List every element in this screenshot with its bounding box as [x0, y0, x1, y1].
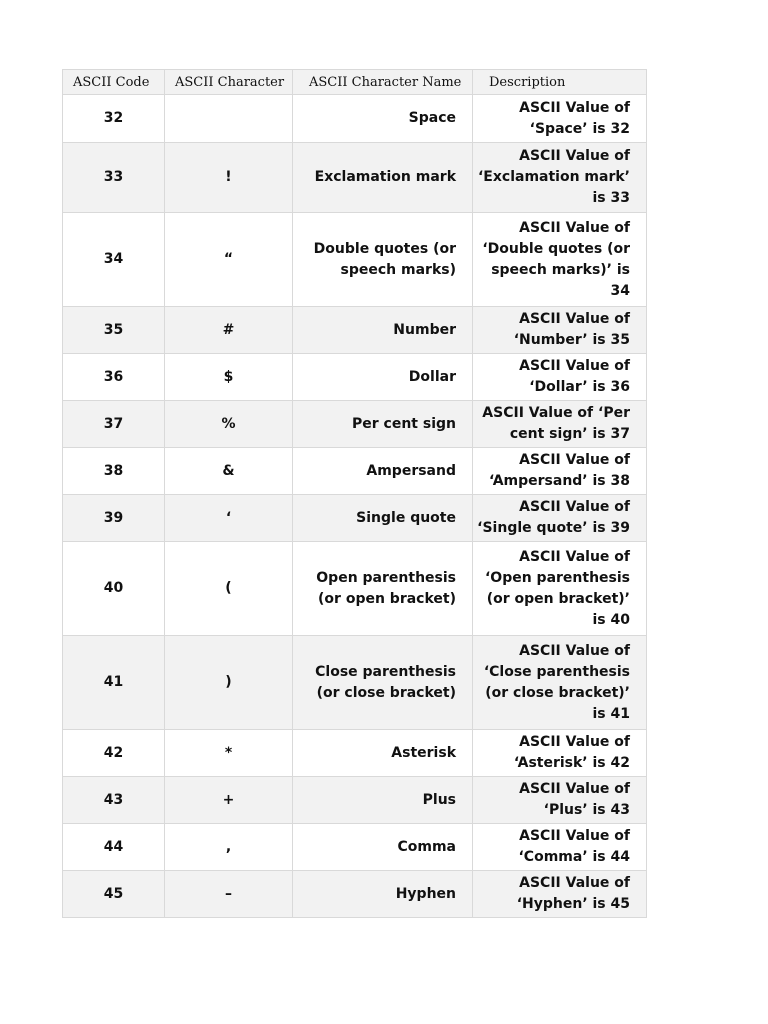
cell-character: ‘	[165, 495, 293, 542]
cell-code: 36	[63, 354, 165, 401]
cell-code: 44	[63, 824, 165, 871]
cell-description: ASCII Value of ‘Comma’ is 44	[473, 824, 647, 871]
cell-code: 42	[63, 730, 165, 777]
cell-description: ASCII Value of ‘Double quotes (or speech marks)’ is 34	[473, 213, 647, 307]
cell-character	[165, 95, 293, 143]
cell-name: Exclamation mark	[293, 143, 473, 213]
cell-code: 40	[63, 542, 165, 636]
table-row	[63, 143, 647, 213]
cell-description: ASCII Value of ‘Per cent sign’ is 37	[473, 401, 647, 448]
table-row	[63, 354, 647, 401]
cell-description: ASCII Value of ‘Dollar’ is 36	[473, 354, 647, 401]
cell-name: Dollar	[293, 354, 473, 401]
cell-name: Space	[293, 95, 473, 143]
cell-name: Double quotes (or speech marks)	[293, 213, 473, 307]
table-row	[63, 777, 647, 824]
cell-description: ASCII Value of ‘Exclamation mark’ is 33	[473, 143, 647, 213]
cell-code: 43	[63, 777, 165, 824]
table-row	[63, 95, 647, 143]
cell-name: Per cent sign	[293, 401, 473, 448]
cell-code: 38	[63, 448, 165, 495]
cell-character: %	[165, 401, 293, 448]
cell-description: ASCII Value of ‘Asterisk’ is 42	[473, 730, 647, 777]
cell-character: +	[165, 777, 293, 824]
cell-name: Close parenthesis (or close bracket)	[293, 636, 473, 730]
cell-name: Hyphen	[293, 871, 473, 918]
table-row	[63, 213, 647, 307]
cell-character: $	[165, 354, 293, 401]
table-row	[63, 730, 647, 777]
table-row	[63, 636, 647, 730]
cell-character: )	[165, 636, 293, 730]
header-description: Description	[473, 70, 647, 95]
table-row	[63, 824, 647, 871]
cell-code: 33	[63, 143, 165, 213]
cell-description: ASCII Value of ‘Open parenthesis (or open bracket)’ is 40	[473, 542, 647, 636]
cell-name: Comma	[293, 824, 473, 871]
cell-code: 34	[63, 213, 165, 307]
ascii-table	[62, 69, 647, 918]
cell-code: 35	[63, 307, 165, 354]
cell-description: ASCII Value of ‘Ampersand’ is 38	[473, 448, 647, 495]
cell-character: *	[165, 730, 293, 777]
cell-character: !	[165, 143, 293, 213]
cell-description: ASCII Value of ‘Hyphen’ is 45	[473, 871, 647, 918]
cell-name: Plus	[293, 777, 473, 824]
cell-description: ASCII Value of ‘Single quote’ is 39	[473, 495, 647, 542]
table-header-row	[63, 70, 647, 95]
header-ascii-code: ASCII Code	[63, 70, 165, 95]
cell-code: 32	[63, 95, 165, 143]
table-row	[63, 542, 647, 636]
cell-description: ASCII Value of ‘Space’ is 32	[473, 95, 647, 143]
table-row	[63, 448, 647, 495]
cell-code: 39	[63, 495, 165, 542]
cell-code: 45	[63, 871, 165, 918]
cell-description: ASCII Value of ‘Close parenthesis (or close bracket)’ is 41	[473, 636, 647, 730]
cell-character: ,	[165, 824, 293, 871]
cell-character: #	[165, 307, 293, 354]
table-row	[63, 401, 647, 448]
cell-character: (	[165, 542, 293, 636]
cell-name: Single quote	[293, 495, 473, 542]
cell-name: Ampersand	[293, 448, 473, 495]
cell-name: Asterisk	[293, 730, 473, 777]
table-row	[63, 307, 647, 354]
header-ascii-character: ASCII Character	[165, 70, 293, 95]
table-row	[63, 495, 647, 542]
header-ascii-character-name: ASCII Character Name	[293, 70, 473, 95]
cell-character: –	[165, 871, 293, 918]
cell-character: &	[165, 448, 293, 495]
cell-code: 41	[63, 636, 165, 730]
cell-description: ASCII Value of ‘Plus’ is 43	[473, 777, 647, 824]
cell-description: ASCII Value of ‘Number’ is 35	[473, 307, 647, 354]
cell-name: Number	[293, 307, 473, 354]
cell-code: 37	[63, 401, 165, 448]
cell-name: Open parenthesis (or open bracket)	[293, 542, 473, 636]
cell-character: “	[165, 213, 293, 307]
table-row	[63, 871, 647, 918]
